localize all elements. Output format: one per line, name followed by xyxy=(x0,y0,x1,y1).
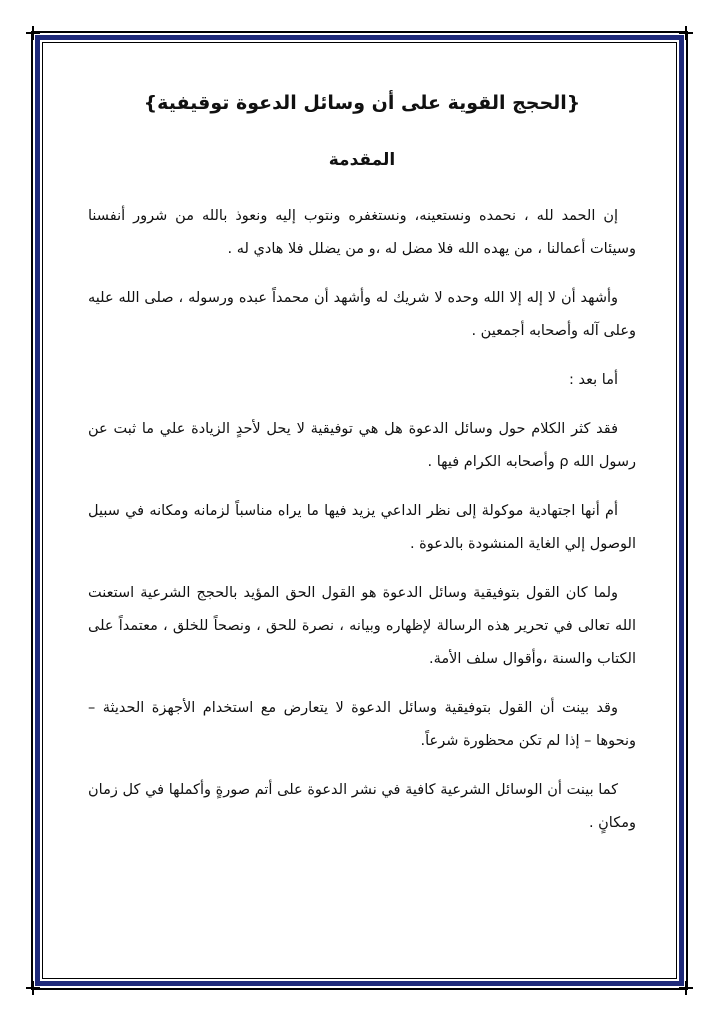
corner-ornament-bottom-left xyxy=(26,981,40,995)
paragraph-amma-bad: أما بعد : xyxy=(569,372,618,388)
paragraph-modern-devices: وقد بينت أن القول بتوفيقية وسائل الدعوة لا يتعارض مع استخدام الأجهزة الحديثة – ونحوها – إذا لم تكن محظورة شرعاً. xyxy=(88,700,636,749)
paragraph-opening: إن الحمد لله ، نحمده ونستعينه، ونستغفره ونتوب إليه ونعوذ بالله من شرور أنفسنا وسيئات أعمالنا ، من يهده الله فلا مضل له ،و من يضلل فلا هادي له . xyxy=(88,208,636,257)
paragraph-sufficiency: كما بينت أن الوسائل الشرعية كافية في نشر الدعوة على أتم صورةٍ وأكملها في كل زمان ومكانٍ . xyxy=(88,782,636,831)
paragraph-testimony: وأشهد أن لا إله إلا الله وحده لا شريك له وأشهد أن محمداً عبده ورسوله ، صلى الله عليه وعلى آله وأصحابه أجمعين . xyxy=(88,290,636,339)
document-title: {الحجج القوية على أن وسائل الدعوة توقيفية} xyxy=(143,92,581,114)
section-heading: المقدمة xyxy=(328,150,396,170)
corner-ornament-bottom-right xyxy=(679,981,693,995)
paragraph-question-ijtihadi: أم أنها اجتهادية موكولة إلى نظر الداعي يزيد فيها ما يراه مناسباً لزمانه ومكانه في سبيل الوصول إلي الغاية المنشودة بالدعوة . xyxy=(88,503,636,552)
paragraph-question-tawqifi: فقد كثر الكلام حول وسائل الدعوة هل هي توفيقية لا يحل لأحدٍ الزيادة علي ما ثبت عن رسول الله ρ وأصحابه الكرام فيها . xyxy=(88,421,636,470)
corner-ornament-top-right xyxy=(679,26,693,40)
document-body xyxy=(88,90,636,840)
paragraph-purpose: ولما كان القول بتوفيقية وسائل الدعوة هو القول الحق المؤيد بالحجج الشرعية استعنت الله تعالى في تحرير هذه الرسالة لإظهاره وبيانه ، نصرة للحق ، ونصحاً للخلق ، معتمداً على الكتاب والسنة ،وأقوال سلف الأمة. xyxy=(88,585,636,667)
corner-ornament-top-left xyxy=(26,26,40,40)
